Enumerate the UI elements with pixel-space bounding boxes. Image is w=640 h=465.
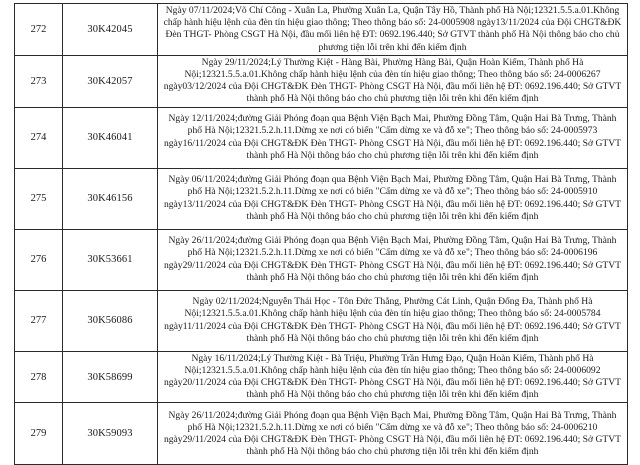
license-plate: 30K46041 <box>63 107 158 168</box>
table-row <box>15 290 628 351</box>
row-number: 279 <box>15 403 63 465</box>
violation-description: Ngày 07/11/2024;Võ Chí Công - Xuân La, Phường Xuân La, Quận Tây Hồ, Thành phố Hà Nội;12321.5.5.a.01.Không chấp hành hiệu lệnh của đèn tín hiệu giao thông; Theo thông báo số: 24-0005908 ngày13/11/2024 của Đội CHGT&ĐK Đèn THGT- Phòng CSGT Hà Nội, đầu mối liên hệ ĐT: 0692.196.440; Sở GTVT thành phố Hà Nội thông báo cho chủ phương tiện lỗi trên khi đến kiểm định <box>158 4 628 56</box>
table-row <box>15 107 628 168</box>
violation-description: Ngày 26/11/2024;đường Giải Phóng đoạn qua Bệnh Viện Bạch Mai, Phường Đồng Tâm, Quận Hai Bà Trưng, Thành phố Hà Nội;12321.5.2.h.11.Dừng xe nơi có biển "Cấm dừng xe và đỗ xe"; Theo thông báo số: 24-0006196 ngày29/11/2024 của Đội CHGT&ĐK Đèn THGT- Phòng CSGT Hà Nội, đầu mối liên hệ ĐT: 0692.196.440; Sở GTVT thành phố Hà Nội thông báo cho chủ phương tiện lỗi trên khi đến kiểm định <box>158 229 628 290</box>
violations-table <box>14 3 628 465</box>
row-number: 278 <box>15 351 63 403</box>
row-number: 275 <box>15 168 63 229</box>
violation-description: Ngày 16/11/2024;Lý Thường Kiệt - Bà Triệu, Phường Trần Hưng Đạo, Quận Hoàn Kiếm, Thành phố Hà Nội;12321.5.5.a.01.Không chấp hành hiệu lệnh của đèn tín hiệu giao thông; Theo thông báo số: 24-0006092 ngày20/11/2024 của Đội CHGT&ĐK Đèn THGT- Phòng CSGT Hà Nội, đầu mối liên hệ ĐT: 0692.196.440; Sở GTVT thành phố Hà Nội thông báo cho chủ phương tiện lỗi trên khi đến kiểm định <box>158 351 628 403</box>
violations-table-body <box>15 4 628 465</box>
row-number: 272 <box>15 4 63 56</box>
license-plate: 30K46156 <box>63 168 158 229</box>
violation-description: Ngày 02/11/2024;Nguyễn Thái Học - Tôn Đức Thắng, Phường Cát Linh, Quận Đống Đa, Thành phố Hà Nội;12321.5.5.a.01.Không chấp hành hiệu lệnh của đèn tín hiệu giao thông; Theo thông báo số: 24-0005784 ngày11/11/2024 của Đội CHGT&ĐK Đèn THGT- Phòng CSGT Hà Nội, đầu mối liên hệ ĐT: 0692.196.440; Sở GTVT thành phố Hà Nội thông báo cho chủ phương tiện lỗi trên khi đến kiểm định <box>158 290 628 351</box>
license-plate: 30K58699 <box>63 351 158 403</box>
row-number: 274 <box>15 107 63 168</box>
violation-description: Ngày 26/11/2024;đường Giải Phóng đoạn qua Bệnh Viện Bạch Mai, Phường Đồng Tâm, Quận Hai Bà Trưng, Thành phố Hà Nội;12321.5.2.h.11.Dừng xe nơi có biển "Cấm dừng xe và đỗ xe"; Theo thông báo số: 24-0006210 ngày29/11/2024 của Đội CHGT&ĐK Đèn THGT- Phòng CSGT Hà Nội, đầu mối liên hệ ĐT: 0692.196.440; Sở GTVT thành phố Hà Nội thông báo cho chủ phương tiện lỗi trên khi đến kiểm định <box>158 403 628 465</box>
violation-description: Ngày 29/11/2024;Lý Thường Kiệt - Hàng Bài, Phường Hàng Bài, Quận Hoàn Kiếm, Thành phố Hà Nội;12321.5.5.a.01.Không chấp hành hiệu lệnh của đèn tín hiệu giao thông; Theo thông báo số: 24-0006267 ngày03/12/2024 của Đội CHGT&ĐK Đèn THGT- Phòng CSGT Hà Nội, đầu mối liên hệ ĐT: 0692.196.440; Sở GTVT thành phố Hà Nội thông báo cho chủ phương tiện lỗi trên khi đến kiểm định <box>158 55 628 107</box>
license-plate: 30K56086 <box>63 290 158 351</box>
license-plate: 30K42057 <box>63 55 158 107</box>
license-plate: 30K42045 <box>63 4 158 56</box>
table-row <box>15 229 628 290</box>
row-number: 276 <box>15 229 63 290</box>
row-number: 273 <box>15 55 63 107</box>
violation-description: Ngày 06/11/2024;đường Giải Phóng đoạn qua Bệnh Viện Bạch Mai, Phường Đồng Tâm, Quận Hai Bà Trưng, Thành phố Hà Nội;12321.5.2.h.11.Dừng xe nơi có biển "Cấm dừng xe và đỗ xe"; Theo thông báo số: 24-0005910 ngày13/11/2024 của Đội CHGT&ĐK Đèn THGT- Phòng CSGT Hà Nội, đầu mối liên hệ ĐT: 0692.196.440; Sở GTVT thành phố Hà Nội thông báo cho chủ phương tiện lỗi trên khi đến kiểm định <box>158 168 628 229</box>
table-row <box>15 4 628 56</box>
table-row <box>15 55 628 107</box>
violation-description: Ngày 12/11/2024;đường Giải Phóng đoạn qua Bệnh Viện Bạch Mai, Phường Đồng Tâm, Quận Hai Bà Trưng, Thành phố Hà Nội;12321.5.2.h.11.Dừng xe nơi có biển "Cấm dừng xe và đỗ xe"; Theo thông báo số: 24-0005973 ngày16/11/2024 của Đội CHGT&ĐK Đèn THGT- Phòng CSGT Hà Nội, đầu mối liên hệ ĐT: 0692.196.440; Sở GTVT thành phố Hà Nội thông báo cho chủ phương tiện lỗi trên khi đến kiểm định <box>158 107 628 168</box>
license-plate: 30K59093 <box>63 403 158 465</box>
row-number: 277 <box>15 290 63 351</box>
license-plate: 30K53661 <box>63 229 158 290</box>
table-row <box>15 351 628 403</box>
table-row <box>15 168 628 229</box>
